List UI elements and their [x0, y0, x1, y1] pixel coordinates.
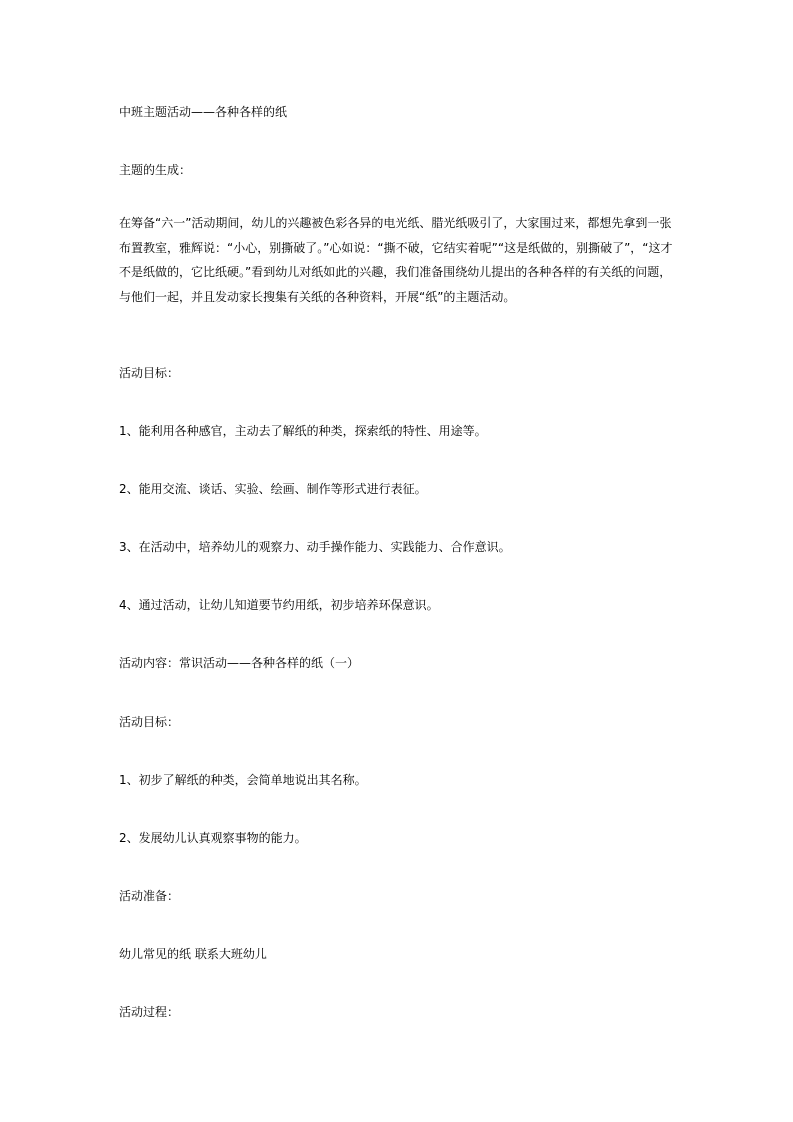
goal-item: 1、能利用各种感官，主动去了解纸的种类，探索纸的特性、用途等。: [119, 424, 487, 438]
section-heading-goals-2: 活动目标：: [119, 715, 180, 729]
section-heading-goals: 活动目标：: [119, 366, 180, 380]
intro-line: 布置教室，雅辉说：“小心，别撕破了。”心如说：“撕不破，它结实着呢”“这是纸做的，别撕破了”，“这才: [119, 240, 673, 255]
intro-line: 在筹备“六一”活动期间，幼儿的兴趣被色彩各异的电光纸、腊光纸吸引了，大家围过来，都想先拿到一张: [119, 216, 672, 230]
section-heading-preparation: 活动准备：: [119, 889, 180, 903]
goal-item: 4、通过活动，让幼儿知道要节约用纸，初步培养环保意识。: [119, 598, 439, 612]
goal-item: 3、在活动中，培养幼儿的观察力、动手操作能力、实践能力、合作意识。: [119, 540, 511, 554]
intro-line: 与他们一起，并且发动家长搜集有关纸的各种资料，开展“纸”的主题活动。: [119, 289, 516, 304]
goal-item: 2、能用交流、谈话、实验、绘画、制作等形式进行表征。: [119, 482, 427, 496]
intro-line: 不是纸做的，它比纸硬。”看到幼儿对纸如此的兴趣，我们准备围绕幼儿提出的各种各样的有关纸的问题，: [119, 265, 672, 279]
section-heading-process: 活动过程：: [119, 1005, 180, 1019]
goal2-item: 1、初步了解纸的种类，会简单地说出其名称。: [119, 773, 367, 787]
intro-paragraph: [119, 211, 679, 309]
document-title: 中班主题活动——各种各样的纸: [119, 105, 288, 119]
activity-content-line: 活动内容：常识活动——各种各样的纸（一）: [119, 656, 360, 670]
section-heading-generation: 主题的生成：: [119, 163, 192, 177]
goal2-item: 2、发展幼儿认真观察事物的能力。: [119, 831, 307, 845]
preparation-text: 幼儿常见的纸 联系大班幼儿: [119, 947, 267, 961]
